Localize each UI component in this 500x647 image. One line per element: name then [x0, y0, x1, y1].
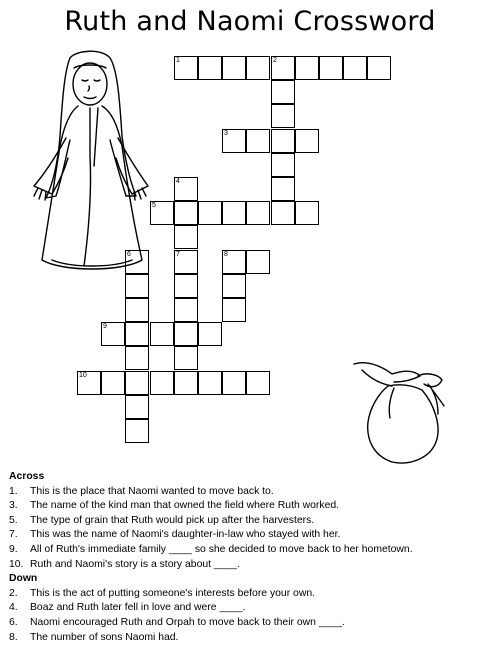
crossword-cell[interactable]: [246, 250, 270, 274]
clue-text: The number of sons Naomi had.: [30, 631, 179, 643]
clue-number: 5: [152, 202, 156, 209]
crossword-cell[interactable]: [222, 56, 246, 80]
crossword-cell[interactable]: [174, 177, 198, 201]
across-clue: [9, 528, 494, 543]
crossword-cell[interactable]: [343, 56, 367, 80]
crossword-cell[interactable]: [174, 56, 198, 80]
crossword-cell[interactable]: [150, 322, 174, 346]
crossword-cell[interactable]: [222, 298, 246, 322]
crossword-cell[interactable]: [367, 56, 391, 80]
crossword-cell[interactable]: [295, 201, 319, 225]
clue-text: This is the place that Naomi wanted to move back to.: [30, 485, 274, 497]
clue-text: Naomi encouraged Ruth and Orpah to move back to their own ____.: [30, 616, 345, 628]
crossword-cell[interactable]: [174, 274, 198, 298]
clue-text: This was the name of Naomi's daughter-in-law who stayed with her.: [30, 529, 341, 541]
crossword-cell[interactable]: [150, 371, 174, 395]
down-clue: [9, 587, 494, 602]
across-clue: [9, 543, 494, 558]
crossword-cell[interactable]: [295, 56, 319, 80]
crossword-cell[interactable]: [271, 201, 295, 225]
clue-text: The name of the kind man that owned the field where Ruth worked.: [30, 500, 340, 512]
clue-number: 9.: [9, 543, 18, 555]
crossword-cell[interactable]: [271, 153, 295, 177]
clue-text: All of Ruth's immediate family ____ so she decided to move back to her hometown.: [30, 543, 413, 555]
clue-number: 3.: [9, 500, 18, 512]
down-heading: Down: [9, 573, 38, 585]
crossword-cell[interactable]: [271, 177, 295, 201]
crossword-cell[interactable]: [125, 322, 149, 346]
crossword-cell[interactable]: [271, 56, 295, 80]
down-clues: [9, 587, 494, 645]
grain-sack-illustration: [348, 358, 458, 468]
crossword-cell[interactable]: [222, 371, 246, 395]
crossword-cell[interactable]: [101, 371, 125, 395]
crossword-cell[interactable]: [174, 201, 198, 225]
crossword-cell[interactable]: [295, 129, 319, 153]
clue-number: 6.: [9, 616, 18, 628]
clue-text: This is the act of putting someone's interests before your own.: [30, 587, 315, 599]
clue-number: 7: [176, 251, 180, 258]
crossword-cell[interactable]: [101, 322, 125, 346]
crossword-cell[interactable]: [125, 298, 149, 322]
clue-number: 9: [103, 323, 107, 330]
crossword-cell[interactable]: [198, 322, 222, 346]
crossword-cell[interactable]: [222, 201, 246, 225]
crossword-cell[interactable]: [125, 419, 149, 443]
down-clue: [9, 601, 494, 616]
ruth-illustration: [22, 46, 162, 286]
clue-number: 8: [224, 251, 228, 258]
crossword-cell[interactable]: [271, 80, 295, 104]
crossword-cell[interactable]: [77, 371, 101, 395]
clue-number: 5.: [9, 514, 18, 526]
clue-number: 2: [273, 57, 277, 64]
crossword-cell[interactable]: [198, 56, 222, 80]
clue-number: 3: [224, 130, 228, 137]
across-clue: [9, 499, 494, 514]
crossword-cell[interactable]: [174, 225, 198, 249]
down-clue: [9, 631, 494, 646]
clue-number: 4: [176, 178, 180, 185]
across-clues: [9, 485, 494, 573]
across-clue: [9, 514, 494, 529]
crossword-cell[interactable]: [246, 371, 270, 395]
page-title: Ruth and Naomi Crossword: [64, 6, 436, 37]
crossword-cell[interactable]: [246, 129, 270, 153]
crossword-cell[interactable]: [174, 250, 198, 274]
clue-number: 10.: [9, 558, 24, 570]
clue-number: 1.: [9, 485, 18, 497]
crossword-cell[interactable]: [222, 250, 246, 274]
crossword-cell[interactable]: [319, 56, 343, 80]
crossword-cell[interactable]: [271, 129, 295, 153]
across-heading: Across: [9, 471, 45, 482]
clue-number: 7.: [9, 529, 18, 541]
crossword-cell[interactable]: [246, 201, 270, 225]
crossword-cell[interactable]: [271, 104, 295, 128]
clue-text: Boaz and Ruth later fell in love and were ____.: [30, 602, 246, 614]
crossword-cell[interactable]: [222, 129, 246, 153]
down-clue: [9, 616, 494, 631]
crossword-cell[interactable]: [125, 371, 149, 395]
crossword-cell[interactable]: [174, 346, 198, 370]
across-clue: [9, 485, 494, 500]
clue-list: [9, 470, 494, 645]
crossword-cell[interactable]: [246, 56, 270, 80]
clue-number: 8.: [9, 631, 18, 643]
crossword-cell[interactable]: [174, 322, 198, 346]
crossword-cell[interactable]: [125, 346, 149, 370]
across-clue: [9, 558, 494, 573]
clue-number: 6: [127, 251, 131, 258]
clue-number: 4.: [9, 602, 18, 614]
clue-text: Ruth and Naomi's story is a story about ____.: [30, 558, 240, 570]
crossword-cell[interactable]: [222, 274, 246, 298]
clue-number: 1: [176, 57, 180, 64]
clue-number: 10: [79, 372, 87, 379]
clue-text: The type of grain that Ruth would pick up after the harvesters.: [30, 514, 315, 526]
crossword-cell[interactable]: [174, 371, 198, 395]
crossword-cell[interactable]: [198, 371, 222, 395]
crossword-cell[interactable]: [198, 201, 222, 225]
crossword-cell[interactable]: [174, 298, 198, 322]
clue-number: 2.: [9, 587, 18, 599]
crossword-cell[interactable]: [125, 395, 149, 419]
